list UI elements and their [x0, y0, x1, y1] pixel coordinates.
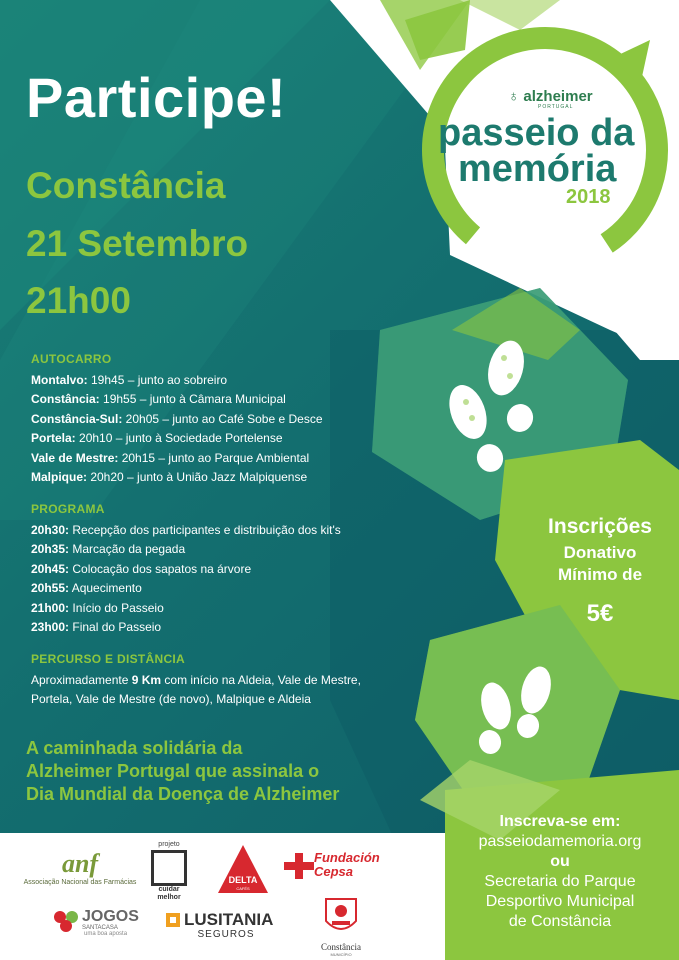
list-item: Constância-Sul: 20h05 – junto ao Café Sobe e Desce [31, 411, 323, 426]
section-title: PROGRAMA [31, 502, 105, 516]
registration-amount: 5€ [586, 600, 614, 627]
event-date: 21 Setembro [26, 223, 249, 264]
anf-logo: anf Associação Nacional das Farmácias [23, 849, 137, 886]
lusitania-logo: LUSITANIA SEGUROS [166, 911, 286, 940]
lusitania-icon [166, 913, 180, 927]
section-programa [31, 502, 341, 637]
event-time: 21h00 [26, 280, 131, 321]
route-line-2: Portela, Vale de Mestre (de novo), Malpique e Aldeia [31, 692, 311, 707]
sponsors-bar [0, 833, 445, 960]
route-line-1: Aproximadamente 9 Km com início na Aldeia, Vale de Mestre, [31, 673, 361, 687]
cuidar-melhor-icon [151, 850, 187, 886]
list-item: Vale de Mestre: 20h15 – junto ao Parque Ambiental [31, 450, 310, 465]
logo-year: 2018 [566, 186, 611, 208]
cuidar-melhor-logo: projeto cuidar melhor [148, 841, 190, 902]
section-title: AUTOCARRO [31, 352, 112, 366]
svg-text:DELTA: DELTA [228, 875, 258, 885]
alzheimer-icon: ♁ [508, 88, 520, 105]
list-item: Montalvo: 19h45 – junto ao sobreiro [31, 373, 228, 387]
headline: Participe! [26, 66, 287, 129]
list-item: 20h35: Marcação da pegada [31, 542, 186, 557]
list-item: 20h45: Colocação dos sapatos na árvore [31, 561, 252, 576]
signup-info: Inscreva-se em: passeiodamemoria.org ou Secretaria do Parque Desportivo Municipal de Constância [440, 812, 679, 932]
constancia-crest-icon [324, 897, 358, 937]
list-item: 20h55: Aquecimento [31, 581, 142, 596]
logo-title-line1: passeio da [438, 112, 635, 154]
list-item: Malpique: 20h20 – junto à União Jazz Malpiquense [31, 470, 308, 485]
alzheimer-brand-sub: PORTUGAL [538, 104, 574, 110]
tagline: A caminhada solidária da Alzheimer Portugal que assinala o Dia Mundial da Doença de Alzheimer [26, 738, 340, 804]
list-item: 23h00: Final do Passeio [31, 620, 162, 635]
delta-logo [216, 843, 270, 900]
signup-website-link[interactable]: passeiodamemoria.org [478, 833, 642, 850]
section-autocarro [31, 352, 323, 487]
list-item: Constância: 19h55 – junto à Câmara Municipal [31, 392, 286, 407]
list-item: Portela: 20h10 – junto à Sociedade Portelense [31, 431, 283, 446]
signup-title: Inscreva-se em: [499, 813, 621, 830]
section-percurso [31, 652, 361, 710]
registration-donation: Donativo Mínimo de [557, 543, 643, 584]
clover-icon [52, 909, 80, 933]
section-title: PERCURSO E DISTÂNCIA [31, 652, 186, 666]
alzheimer-brand: ♁ alzheimer [508, 88, 593, 105]
cepsa-icon [284, 853, 314, 879]
registration-title: Inscrições [548, 515, 652, 538]
fundacion-cepsa-logo: Fundación Cepsa [284, 851, 394, 879]
list-item: 21h00: Início do Passeio [31, 600, 164, 615]
event-city: Constância [26, 165, 226, 206]
logo-title-line2: memória [458, 148, 617, 190]
list-item: 20h30: Recepção dos participantes e distribuição dos kit's [31, 523, 341, 537]
svg-text:CAFÉS: CAFÉS [236, 886, 250, 891]
constancia-municipality-logo: Constância MUNICÍPIO [306, 897, 376, 957]
jogos-santacasa-logo: JOGOS SANTACASA uma boa aposta [50, 909, 150, 937]
